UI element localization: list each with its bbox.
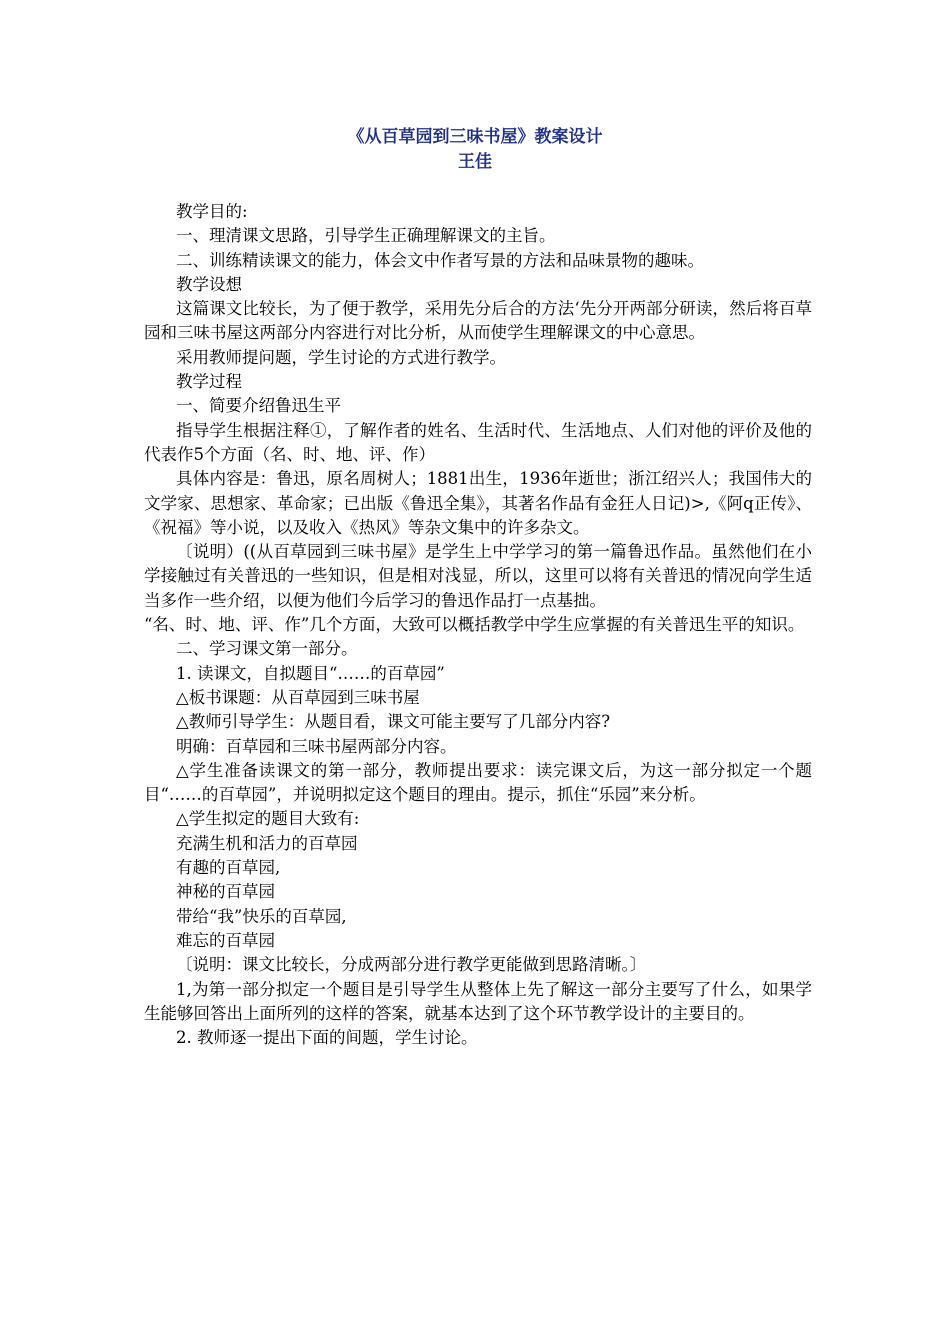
note-paragraph: 〔说明：课文比较长，分成两部分进行教学更能做到思路清晰。〕 bbox=[176, 955, 647, 975]
document-body bbox=[144, 200, 812, 1050]
objective-2: 二、训练精读课文的能力，体会文中作者写景的方法和品味景物的趣味。 bbox=[176, 250, 704, 270]
student-title-3: 神秘的百草园 bbox=[176, 882, 275, 902]
section-heading-design: 教学设想 bbox=[176, 274, 242, 294]
step-1-note: 〔说明）((从百草园到三味书屋》是学生上中学学习的第一篇鲁迅作品。虽然他们在小学接触过有关普迅的一些知识，但是相对浅显，所以，这里可以将有关普迅的情况向学生适当多作一些介绍，以便为他们今后学习的鲁迅作品打一点基拙。 bbox=[144, 542, 812, 610]
step-2-item-2: 2. 教师逐一提出下面的间题，学生讨论。 bbox=[176, 1028, 478, 1048]
student-title-2: 有趣的百草园, bbox=[176, 858, 281, 878]
reading-task-paragraph: △学生准备读课文的第一部分，教师提出要求：读完课文后，为这一部分拟定一个题目“……的百草园”，并说明拟定这个题目的理由。提示，抓住“乐园”来分析。 bbox=[144, 760, 812, 805]
answer-line: 明确：百草园和三味书屋两部分内容。 bbox=[176, 736, 457, 756]
step-2-item-1: 1. 读课文，自拟题目“……的百草园” bbox=[176, 663, 445, 683]
document-title: 《从百草园到三味书屋》教案设计 bbox=[347, 127, 603, 147]
design-paragraph-1: 这篇课文比较长，为了便于教学，采用先分后合的方法‘先分开两部分研读，然后将百草园和三味书屋这两部分内容进行对比分析，从而使学生理解课文的中心意思。 bbox=[144, 299, 812, 343]
teacher-question-line: △教师引导学生：从题目看，课文可能主要写了几部分内容? bbox=[176, 712, 611, 732]
student-title-1: 充满生机和活力的百草园 bbox=[176, 833, 358, 853]
student-title-5: 难忘的百草园 bbox=[176, 930, 275, 950]
student-titles-intro: △学生拟定的题目大致有: bbox=[176, 809, 360, 829]
step-1-note-continued: “名、时、地、评、作”几个方面，大致可以概括教学中学生应掌握的有关普迅生平的知识。 bbox=[144, 615, 805, 635]
section-heading-objectives: 教学目的: bbox=[176, 202, 248, 221]
step-1-instruction: 指导学生根据注释①，了解作者的姓名、生活时代、生活地点、人们对他的评价及他的代表作5个方面（名、时、地、评、作） bbox=[144, 420, 812, 464]
design-paragraph-2: 采用教师提问题，学生讨论的方式进行教学。 bbox=[176, 347, 506, 367]
objective-1: 一、理清课文思路，引导学生正确理解课文的主旨。 bbox=[176, 226, 556, 246]
explanation-paragraph: 1,为第一部分拟定一个题目是引导学生从整体上先了解这一部分主要写了什么，如果学生能够回答出上面所列的这样的答案，就基本达到了这个环节教学设计的主要目的。 bbox=[144, 979, 812, 1023]
board-title-line: △板书课题：从百草园到三味书屋 bbox=[176, 687, 420, 707]
section-heading-process: 教学过程 bbox=[176, 372, 242, 392]
step-1-heading: 一、简要介绍鲁迅生平 bbox=[176, 396, 341, 416]
student-title-4: 带给“我”快乐的百草园, bbox=[176, 906, 347, 926]
step-2-heading: 二、学习课文第一部分。 bbox=[176, 639, 358, 659]
step-1-content: 具体内容是：鲁迅，原名周树人；1881出生，1936年逝世；浙江绍兴人；我国伟大的文学家、思想家、革命家；已出版《鲁迅全集》，其著名作品有金狂人日记)>,《阿q正传》、《祝福》等小说，以及收入《热风》等杂文集中的许多杂文。 bbox=[144, 469, 812, 537]
document-author: 王佳 bbox=[458, 152, 492, 172]
